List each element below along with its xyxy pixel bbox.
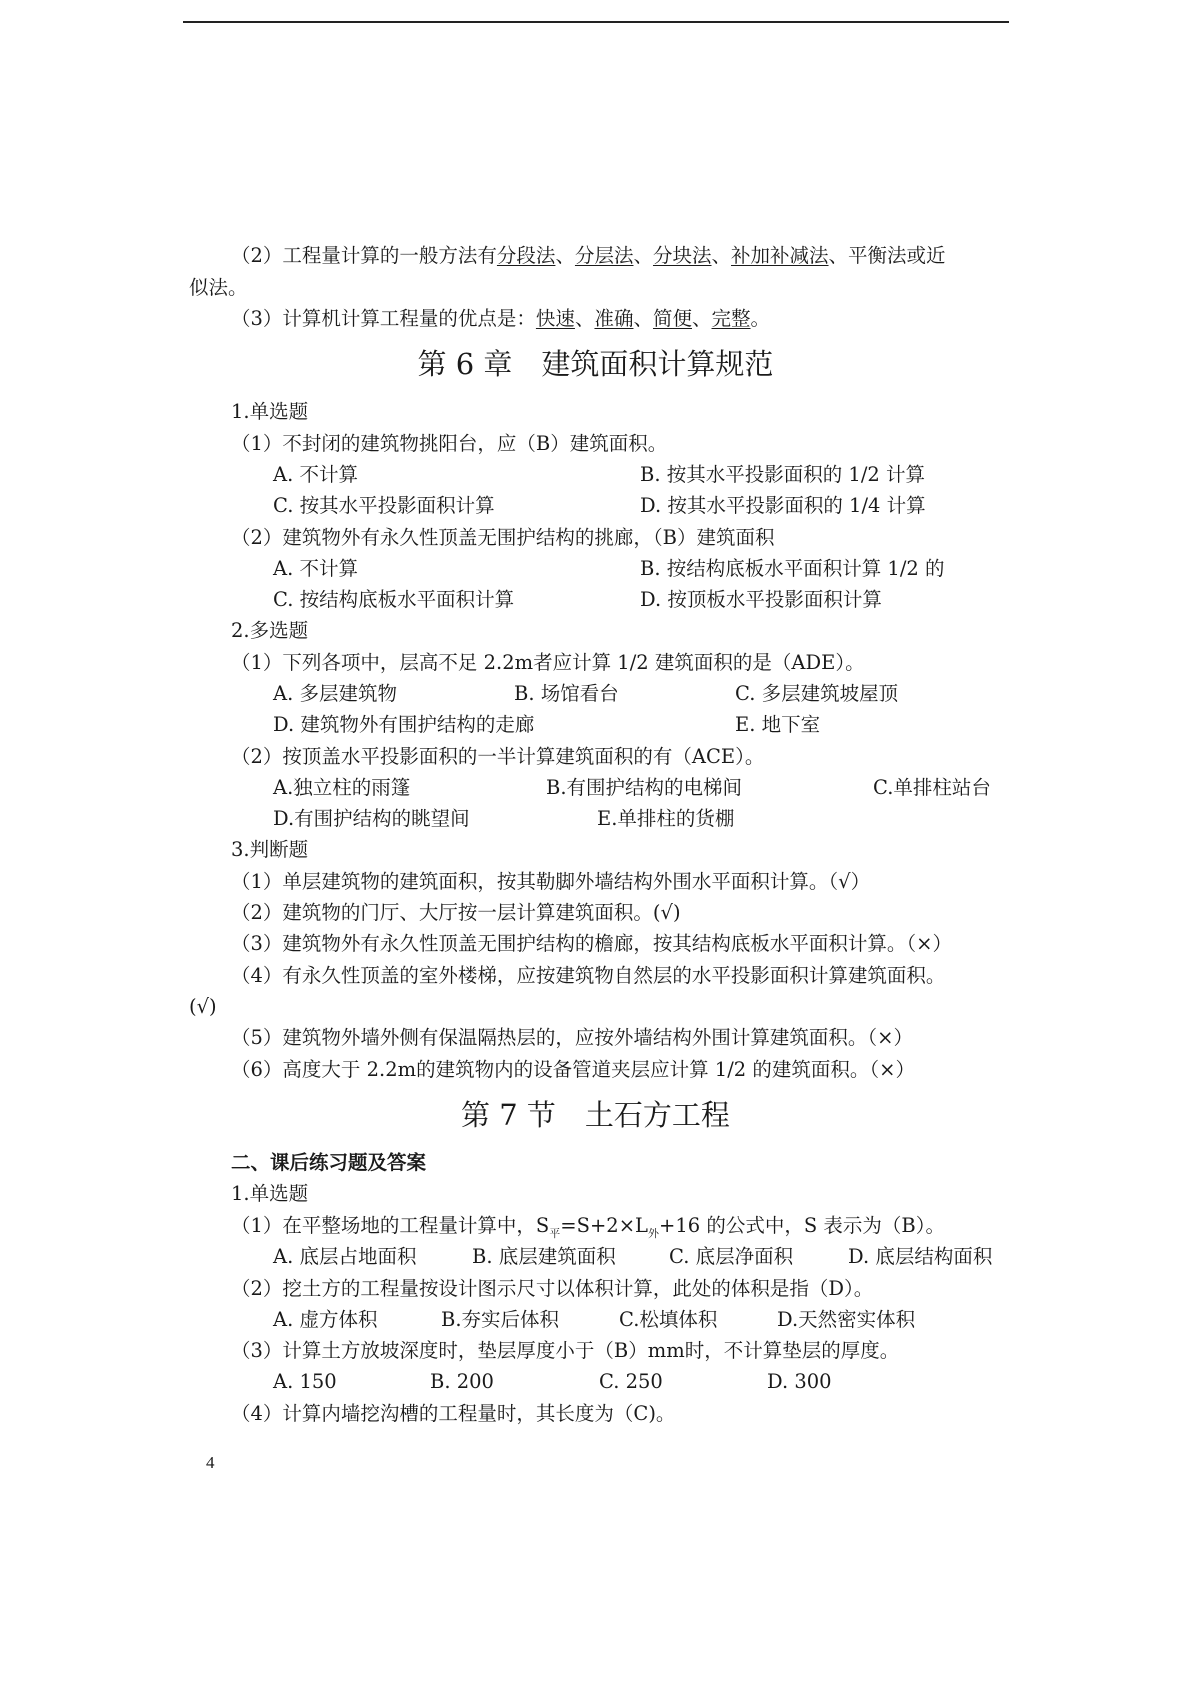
ch6-m1-option-d: D. 建筑物外有围护结构的走廊: [273, 713, 535, 736]
ch6-j2: （2）建筑物的门厅、大厅按一层计算建筑面积。(√): [231, 901, 681, 924]
ch6-j3: （3）建筑物外有永久性顶盖无围护结构的檐廊，按其结构底板水平面积计算。（×）: [231, 932, 952, 955]
ch6-q2-option-b: B. 按结构底板水平面积计算 1/2 的: [640, 557, 945, 580]
ch6-multi-heading: 2.多选题: [231, 619, 309, 642]
ch6-j6: （6）高度大于 2.2m的建筑物内的设备管道夹层应计算 1/2 的建筑面积。（×）: [231, 1058, 915, 1081]
s7-q2: （2）挖土方的工程量按设计图示尺寸以体积计算，此处的体积是指（D）。: [231, 1277, 874, 1300]
ch6-m2-option-e: E.单排柱的货棚: [597, 807, 735, 830]
s7-q1-option-a: A. 底层占地面积: [273, 1245, 417, 1268]
s7-section-heading: 二、课后练习题及答案: [231, 1151, 427, 1174]
method-add-subtract: 补加补减法: [731, 244, 829, 267]
s7-q3-option-a: A. 150: [273, 1370, 337, 1393]
adv-fast: 快速: [535, 307, 575, 330]
header-rule: [183, 21, 1009, 23]
ch6-q1-option-a: A. 不计算: [273, 463, 358, 486]
ch6-j4-cont: (√): [189, 995, 217, 1018]
paragraph-methods: （2）工程量计算的一般方法有分段法、分层法、分块法、补加补减法、平衡法或近: [231, 244, 946, 267]
ch6-m1-option-e: E. 地下室: [735, 713, 821, 736]
page-number: 4: [206, 1453, 215, 1472]
ch6-q2-option-a: A. 不计算: [273, 557, 358, 580]
ch6-q1-option-d: D. 按其水平投影面积的 1/4 计算: [640, 494, 926, 517]
ch6-j5: （5）建筑物外墙外侧有保温隔热层的，应按外墙结构外围计算建筑面积。（×）: [231, 1026, 913, 1049]
s7-q1-option-d: D. 底层结构面积: [848, 1245, 993, 1268]
ch6-j4: （4）有永久性顶盖的室外楼梯，应按建筑物自然层的水平投影面积计算建筑面积。: [231, 964, 946, 987]
s7-q1-sub-wai: 外: [648, 1226, 659, 1240]
s7-q1-option-b: B. 底层建筑面积: [472, 1245, 616, 1268]
s7-q2-option-b: B.夯实后体积: [441, 1308, 560, 1331]
s7-q3-option-b: B. 200: [430, 1370, 494, 1393]
s7-q2-option-a: A. 虚方体积: [273, 1308, 378, 1331]
ch6-j1: （1）单层建筑物的建筑面积，按其勒脚外墙结构外围水平面积计算。（√）: [231, 870, 871, 893]
ch6-m2-option-d: D.有围护结构的眺望间: [273, 807, 470, 830]
method-layer: 分层法: [574, 244, 634, 267]
ch6-m2-option-c: C.单排柱站台: [873, 776, 991, 799]
s7-q2-option-c: C.松填体积: [619, 1308, 718, 1331]
ch6-q2-option-c: C. 按结构底板水平面积计算: [273, 588, 515, 611]
ch6-m1-option-c: C. 多层建筑坡屋顶: [735, 682, 899, 705]
chapter-6-title: 第 6 章 建筑面积计算规范: [417, 347, 774, 381]
ch6-single-heading: 1.单选题: [231, 400, 309, 423]
section-7-title: 第 7 节 土石方工程: [461, 1098, 730, 1132]
s7-q4: （4）计算内墙挖沟槽的工程量时，其长度为（C)。: [231, 1402, 676, 1425]
ch6-q2: （2）建筑物外有永久性顶盖无围护结构的挑廊，（B）建筑面积: [231, 526, 775, 549]
method-block: 分块法: [652, 244, 712, 267]
s7-single-heading: 1.单选题: [231, 1182, 309, 1205]
s7-q1-sub-ping: 平: [549, 1226, 561, 1240]
ch6-m1-option-b: B. 场馆看台: [514, 682, 619, 705]
adv-accurate: 准确: [594, 307, 634, 330]
paragraph-methods-cont: 似法。: [189, 276, 248, 299]
ch6-m1: （1）下列各项中，层高不足 2.2m者应计算 1/2 建筑面积的是（ADE）。: [231, 651, 865, 674]
method-segment: 分段法: [496, 244, 556, 267]
ch6-m2-option-a: A.独立柱的雨篷: [273, 776, 411, 799]
ch6-m1-option-a: A. 多层建筑物: [273, 682, 397, 705]
ch6-q1-option-b: B. 按其水平投影面积的 1/2 计算: [640, 463, 926, 486]
ch6-m2: （2）按顶盖水平投影面积的一半计算建筑面积的有（ACE）。: [231, 745, 765, 768]
s7-q3-option-c: C. 250: [599, 1370, 663, 1393]
s7-q1: （1）在平整场地的工程量计算中，$S_平=S+2\times L_外+16$ 的公式中，S 表示为（B）。: [231, 1214, 945, 1240]
ch6-q2-option-d: D. 按顶板水平投影面积计算: [640, 588, 882, 611]
s7-q3: （3）计算土方放坡深度时，垫层厚度小于（B）mm时，不计算垫层的厚度。: [231, 1339, 900, 1362]
s7-q3-option-d: D. 300: [767, 1370, 832, 1393]
s7-q2-option-d: D.天然密实体积: [777, 1308, 916, 1331]
ch6-m2-option-b: B.有围护结构的电梯间: [546, 776, 743, 799]
ch6-q1-option-c: C. 按其水平投影面积计算: [273, 494, 495, 517]
adv-simple: 简便: [652, 307, 692, 330]
paragraph-advantages: （3）计算机计算工程量的优点是：快速、准确、简便、完整。: [231, 307, 771, 330]
ch6-q1: （1）不封闭的建筑物挑阳台，应（B）建筑面积。: [231, 432, 668, 455]
adv-complete: 完整: [711, 307, 751, 330]
s7-q1-option-c: C. 底层净面积: [669, 1245, 794, 1268]
ch6-judge-heading: 3.判断题: [231, 838, 309, 861]
